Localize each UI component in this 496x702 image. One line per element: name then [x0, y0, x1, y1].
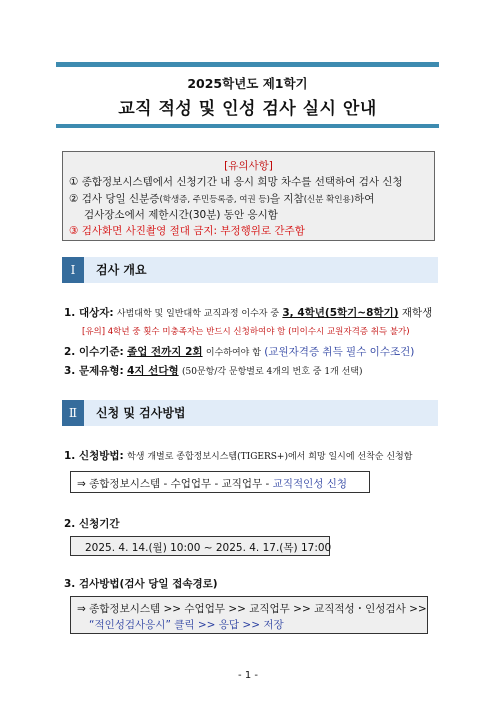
document-title: 교직 적성 및 인성 검사 실시 안내	[118, 99, 377, 119]
page-number: - 1 -	[238, 670, 258, 681]
notice-box	[62, 151, 435, 241]
title-bottom-rule	[56, 124, 439, 128]
section-1-number: Ⅰ	[62, 257, 84, 283]
notice-line-2	[69, 191, 374, 206]
criteria-label: 2. 이수기준:	[64, 346, 124, 358]
section-2-number: Ⅱ	[62, 400, 84, 426]
apply-method-text: 학생 개별로 종합정보시스템(TIGERS+)에서 희망 일시에 선착순 신청함	[127, 452, 413, 462]
section-1-header	[62, 257, 438, 283]
target-label: 1. 대상자:	[64, 307, 114, 319]
apply-period-item	[64, 516, 120, 531]
target-note: [유의] 4학년 중 횟수 미충족자는 반드시 신청하여야 함 (미이수시 교원자격증 취득 불가)	[82, 327, 410, 337]
apply-method-label: 1. 신청방법:	[64, 450, 124, 462]
document-subtitle: 2025학년도 제1학기	[187, 76, 308, 91]
apply-path-text: ⇒ 종합정보시스템 - 수업업무 - 교직업무 -	[77, 478, 273, 490]
target-tail: 재학생	[401, 307, 433, 319]
notice-heading: [유의사항]	[224, 160, 273, 172]
section-2-header	[62, 400, 438, 426]
notice-line-2d: (신분 확인용)	[303, 195, 355, 205]
type-text: (50문항/각 문항별로 4개의 번호 중 1개 선택)	[181, 367, 363, 377]
notice-line-4: ③ 검사화면 사진촬영 절대 금지: 부정행위로 간주함	[69, 225, 305, 237]
notice-line-2a: ② 검사 당일 신분증	[69, 193, 160, 205]
title-top-rule	[56, 62, 439, 67]
test-method-item	[64, 576, 218, 591]
test-path-box	[70, 596, 428, 634]
notice-line-2b: (학생증, 주민등록증, 여권 등)	[159, 195, 270, 205]
target-text: 사범대학 및 일반대학 교직과정 이수자 중	[116, 309, 280, 319]
criteria-note: (교원자격증 취득 필수 이수조건)	[264, 346, 415, 358]
notice-line-2e: 하여	[354, 193, 375, 205]
notice-line-1: ① 종합정보시스템에서 신청기간 내 응시 희망 차수를 선택하여 검사 신청	[69, 176, 403, 188]
apply-period-box: 2025. 4. 14.(월) 10:00 ~ 2025. 4. 17.(목) 17:00	[70, 536, 330, 556]
criteria-text: 이수하여야 함	[205, 348, 261, 358]
apply-path-link: 교직적인성 신청	[272, 478, 348, 490]
criteria-emphasis: 졸업 전까지 2회	[127, 346, 203, 358]
apply-method-item	[64, 448, 412, 463]
notice-line-3: 검사장소에서 제한시간(30분) 동안 응시함	[84, 209, 278, 221]
section-2-title: 신청 및 검사방법	[96, 406, 186, 420]
target-emphasis: 3, 4학년(5학기~8학기)	[282, 307, 399, 319]
section-1-title: 검사 개요	[96, 263, 147, 277]
notice-line-2c: 을 지참	[269, 193, 304, 205]
test-method-label: 3. 검사방법(검사 당일 접속경로)	[64, 578, 218, 590]
type-emphasis: 4지 선다형	[127, 365, 179, 377]
criteria-item	[64, 344, 414, 359]
type-item	[64, 363, 363, 378]
type-label: 3. 문제유형:	[64, 365, 124, 377]
test-path-line-2: “적인성검사응시” 클릭 >> 응답 >> 저장	[89, 619, 284, 631]
apply-path-box	[70, 471, 370, 493]
test-path-line-1: ⇒ 종합정보시스템 >> 수업업무 >> 교직업무 >> 교직적성・인성검사 >>	[77, 603, 427, 615]
apply-period-label: 2. 신청기간	[64, 518, 120, 530]
target-item	[64, 305, 432, 320]
title-block	[56, 62, 439, 128]
